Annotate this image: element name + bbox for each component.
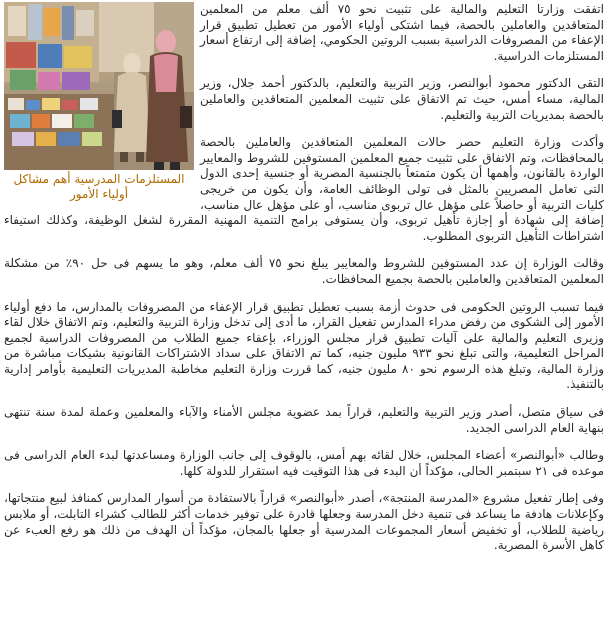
paragraph-3: وأكدت وزارة التعليم حصر حالات المعلمين المتعاقدين والعاملين بالحصة بالمحافظات، وتم الاتفاق على تثبيت جميع المعلمين المستوفين للشروط والمعايير الواردة بالقانون، وأهمها أن يكون متمتعاً بالجنسية المصرية أو جنسية إحدى الدول التى تعامل المصريين بالمثل فى تولى الوظائف العامة، وأن يكون من خريجى كليات التربية أو حاصلاً على مؤهل عال تربوى مناسب، أو على مؤهل عال مناسب، إضافة إلى شهادة أو إجازة تأهيل تربوى، وأن يستوفى برامج التنمية المهنية المقررة لشغل الوظيفة، وكذلك استيفاء اشتراطات التأهيل التربوى المطلوب.: [4, 135, 604, 243]
paragraph-4: وقالت الوزارة إن عدد المستوفين للشروط والمعايير يبلغ نحو ٧٥ ألف معلم، وهو ما يسهم فى حل ٩٠٪ من مشكلة المعلمين المتعاقدين والعاملين بالحصة بجميع المحافظات.: [4, 256, 604, 286]
article: [4, 2, 604, 642]
figure-caption: المستلزمات المدرسية أهم مشاكل أولياء الأمور: [13, 172, 185, 201]
paragraph-6: فى سياق متصل، أصدر وزير التربية والتعليم، قراراً بمد عضوية مجلس الأمناء والآباء والمعلمين وعملة لمدة سنة تنتهى بنهاية العام الدراسى الجديد.: [4, 405, 604, 435]
paragraph-2: التقى الدكتور محمود أبوالنصر، وزير التربية والتعليم، بالدكتور أحمد جلال، وزير المالية، مساء أمس، حيث تم الاتفاق على تثبيت المعلمين المتعاقدين والعاملين بالحصة بمديريات التربية والتعليم.: [200, 76, 604, 122]
market-photo: [4, 2, 194, 170]
paragraph-8: وفى إطار تفعيل مشروع «المدرسة المنتجة»، أصدر «أبوالنصر» قراراً بالاستفادة من أسوار المدارس كمنافذ لبيع منتجاتها، وكإعلانات هادفة ما يساعد فى تنمية دخل المدرسة وجعلها قادرة على توفير خدمات أكثر للطالب كشراء التابلت، أو ملابس رياضية للطلاب، أو تخفيض أسعار المجموعات المدرسية أو جعلها بالمجان، مؤكداً أن الهدف من ذلك هو رفع العبء عن كاهل الأسرة المصرية.: [4, 491, 604, 553]
paragraph-5: فيما تسبب الروتين الحكومى فى حدوث أزمة بسبب تعطيل تطبيق قرار الإعفاء من المصروفات بالمدارس، ما دفع أولياء الأمور إلى الشكوى من رفض مدراء المدارس تفعيل القرار، ما أدى إلى تدخل وزارة التربية والتعليم، وتم الاتفاق خلال لقاء وزيرى التعليم والمالية على آليات تطبيق قرار مجلس الوزراء، بإعفاء جميع الطلاب من المصروفات الدراسية لجميع المراحل التعليمية، والتى تبلغ نحو ٩٣٣ مليون جنيه، كما تم الاتفاق على سداد الاشتراكات القانونية بشيكات مباشرة من وزارة المالية، وتبلغ هذه الرسوم نحو ٨٠ مليون جنيه، كما قررت وزارة التعليم مخاطبة المديريات التعليمية بأوامر إدارية بالتنفيذ.: [4, 299, 604, 392]
article-figure: [4, 2, 194, 202]
market-photo-illustration: [4, 2, 194, 170]
paragraph-7: وطالب «أبوالنصر» أعضاء المجلس، خلال لقائه بهم أمس، بالوقوف إلى جانب الوزارة ومساعدتها لبدء العام الدراسى فى موعده فى ٢١ سبتمبر الحالى، مؤكداً أن البدء فى هذا التوقيت فيه استقرار للدولة كلها.: [4, 448, 604, 478]
paragraph-1: اتفقت وزارتا التعليم والمالية على تثبيت نحو ٧٥ ألف معلم من المعلمين المتعاقدين والعاملين بالحصة، فيما اشتكى أولياء الأمور من تعطيل تطبيق قرار الإعفاء من المصروفات الدراسية بسبب الروتين الحكومي، إضافة إلى ارتفاع أسعار المستلزمات الدراسية.: [200, 2, 604, 63]
